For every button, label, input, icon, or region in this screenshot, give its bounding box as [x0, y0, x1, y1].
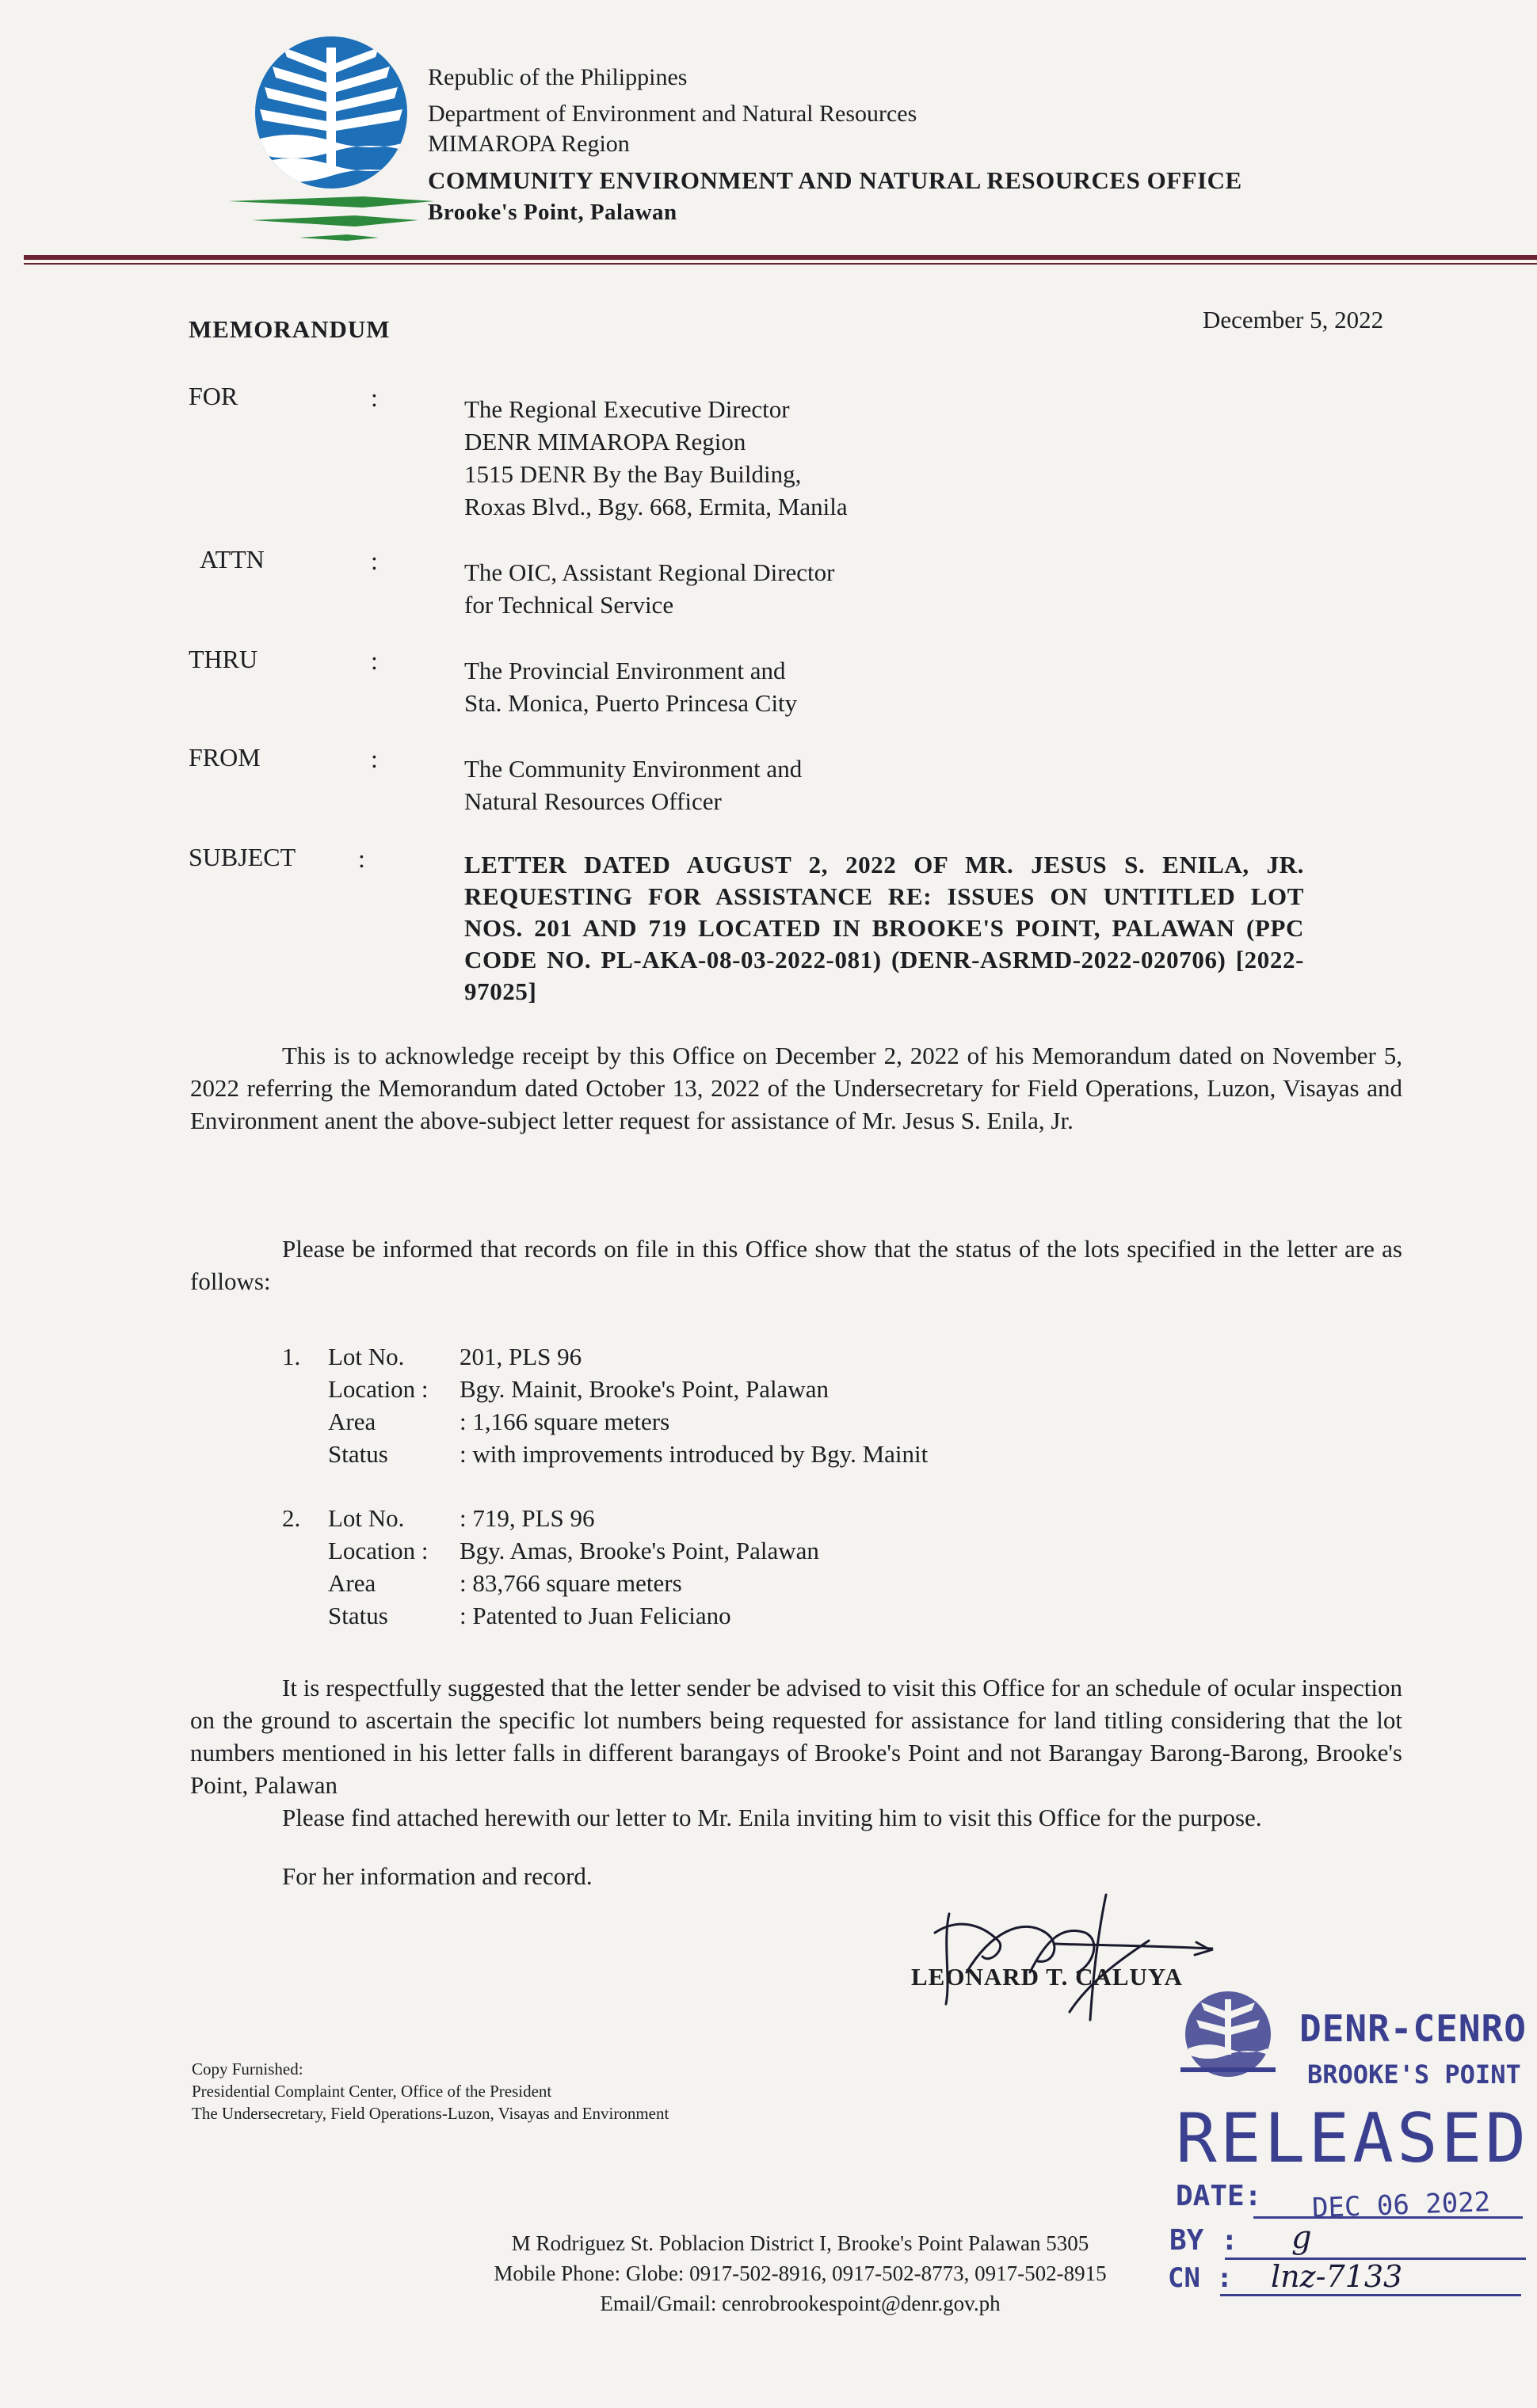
lot-item-2 [282, 1502, 819, 1632]
status-label: Status [328, 1602, 388, 1629]
stamp-date-label: DATE: [1176, 2180, 1262, 2212]
status-value: : with improvements introduced by Bgy. Mainit [460, 1440, 929, 1468]
attn-colon: : [371, 547, 378, 575]
stamp-cn-line [1220, 2294, 1521, 2296]
paragraph-acknowledgement [190, 1039, 1402, 1137]
for-colon: : [371, 383, 378, 412]
memo-date: December 5, 2022 [1203, 306, 1384, 333]
thru-label: THRU [189, 645, 258, 673]
subject-text: LETTER DATED AUGUST 2, 2022 OF MR. JESUS S. ENILA, JR. REQUESTING FOR ASSISTANCE RE: ISSUES ON UNTITLED LOT NOS. 201 AND 719 LOCATED IN BROOKE'S POINT, PALAWAN (PPC CODE NO. PL-AKA-08-03-2022-081) (DENR-ASRMD-2022-020706) [2022-97025] [464, 851, 1304, 1005]
stamp-logo-icon [1173, 1988, 1291, 2083]
lot-value: : 719, PLS 96 [460, 1504, 595, 1532]
stamp-office: DENR-CENRO [1299, 2007, 1527, 2050]
stamp-by-label: BY : [1169, 2224, 1238, 2257]
area-value: : 1,166 square meters [460, 1408, 670, 1435]
from-sender [464, 752, 802, 817]
letterhead-republic: Republic of the Philippines [428, 64, 688, 90]
thru-line: The Provincial Environment and [464, 657, 786, 684]
paragraph-closing: For her information and record. [282, 1862, 593, 1890]
lot-label: Lot No. [328, 1504, 405, 1532]
attn-recipient [464, 556, 835, 621]
letterhead-region: MIMAROPA Region [428, 131, 630, 157]
lot-value: 201, PLS 96 [460, 1343, 582, 1370]
letterhead-department: Department of Environment and Natural Resources [428, 101, 917, 127]
subject-colon: : [358, 844, 365, 873]
paragraph-text: It is respectfully suggested that the letter sender be advised to visit this Office for an schedule of ocular inspection on the ground to ascertain the specific lot numbers being requested for assistance for land titling considering that the lot numbers mentioned in his letter falls in different barangays of Brooke's Point and not Barangay Barong-Barong, Brooke's Point, Palawan [190, 1674, 1402, 1799]
lot-number: 2. [282, 1504, 301, 1532]
copy-furnished-item: Presidential Complaint Center, Office of the President [192, 2082, 552, 2101]
footer-address: M Rodriguez St. Poblacion District I, Brooke's Point Palawan 5305 [511, 2231, 1089, 2255]
lot-number: 1. [282, 1343, 301, 1370]
stamp-place: BROOKE'S POINT [1307, 2059, 1521, 2090]
copy-furnished-title: Copy Furnished: [192, 2059, 303, 2078]
from-line: The Community Environment and [464, 755, 803, 783]
letterhead-location: Brooke's Point, Palawan [428, 200, 677, 225]
location-label: Location : [328, 1537, 429, 1564]
area-value: : 83,766 square meters [460, 1569, 682, 1597]
paragraph-text: This is to acknowledge receipt by this Office on December 2, 2022 of his Memorandum dated on November 5, 2022 referring the Memorandum dated October 13, 2022 of the Undersecretary for Field Operations, Luzon, Visayas and Environment anent the above-subject letter request for assistance of Mr. Jesus S. Enila, Jr. [190, 1042, 1402, 1134]
footer-phone: Mobile Phone: Globe: 0917-502-8916, 0917-502-8773, 0917-502-8915 [494, 2261, 1107, 2285]
area-label: Area [328, 1569, 376, 1597]
header-divider-thin [24, 263, 1537, 265]
for-recipient [464, 393, 848, 523]
stamp-date-line [1253, 2216, 1523, 2219]
subject-label: SUBJECT [189, 843, 296, 871]
denr-logo [204, 33, 466, 241]
stamp-cn-label: CN : [1168, 2262, 1233, 2294]
for-label: FOR [189, 382, 238, 410]
from-colon: : [371, 745, 378, 773]
thru-line: Sta. Monica, Puerto Princesa City [464, 689, 798, 717]
for-line: The Regional Executive Director [464, 395, 790, 423]
attn-line: The OIC, Assistant Regional Director [464, 558, 835, 586]
stamp-status: RELEASED [1176, 2099, 1530, 2178]
location-value: Bgy. Amas, Brooke's Point, Palawan [460, 1537, 819, 1564]
paragraph-text: Please be informed that records on file in this Office show that the status of the lots specified in the letter are as follows: [190, 1235, 1402, 1295]
attn-line: for Technical Service [464, 591, 674, 619]
area-label: Area [328, 1408, 376, 1435]
paragraph-suggestion [190, 1671, 1402, 1801]
lot-item-1 [282, 1340, 929, 1470]
stamp-cn-value: lnz-7133 [1271, 2259, 1403, 2294]
for-line: DENR MIMAROPA Region [464, 428, 746, 455]
header-divider [24, 255, 1537, 260]
paragraph-attachment: Please find attached herewith our letter to Mr. Enila inviting him to visit this Office for the purpose. [282, 1804, 1262, 1831]
thru-recipient [464, 654, 797, 719]
signatory-name: LEONARD T. CALUYA [911, 1963, 1183, 1991]
for-line: 1515 DENR By the Bay Building, [464, 460, 802, 488]
lot-label: Lot No. [328, 1343, 405, 1370]
stamp-by-value: g [1291, 2219, 1312, 2256]
memo-title: MEMORANDUM [189, 315, 391, 343]
copy-furnished-item: The Undersecretary, Field Operations-Luzon, Visayas and Environment [192, 2104, 669, 2123]
letterhead-office: COMMUNITY ENVIRONMENT AND NATURAL RESOURCES OFFICE [428, 166, 1242, 194]
stamp-date-value: DEC 06 2022 [1311, 2186, 1491, 2224]
location-value: Bgy. Mainit, Brooke's Point, Palawan [460, 1375, 829, 1403]
status-label: Status [328, 1440, 388, 1468]
attn-label: ATTN [200, 545, 265, 573]
paragraph-records [190, 1233, 1402, 1297]
from-line: Natural Resources Officer [464, 787, 722, 815]
from-label: FROM [189, 743, 261, 772]
footer-email: Email/Gmail: cenrobrookespoint@denr.gov.ph [600, 2292, 1001, 2315]
status-value: : Patented to Juan Feliciano [460, 1602, 731, 1629]
for-line: Roxas Blvd., Bgy. 668, Ermita, Manila [464, 493, 848, 520]
location-label: Location : [328, 1375, 429, 1403]
thru-colon: : [371, 646, 378, 675]
